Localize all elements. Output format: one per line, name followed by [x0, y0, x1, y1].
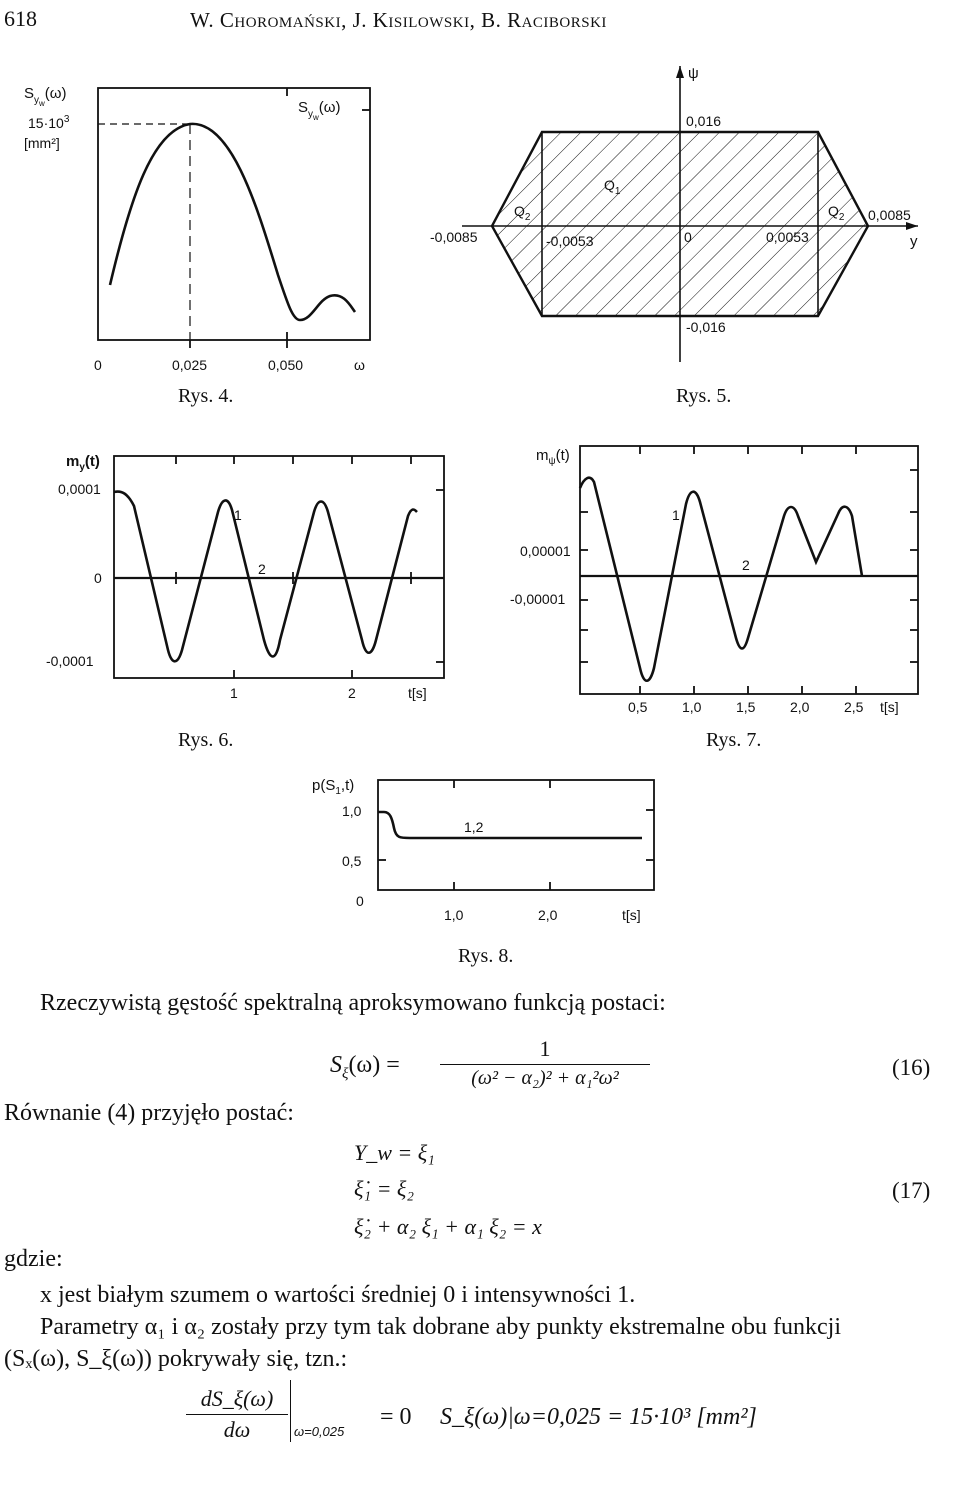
rys8-xtick-0: 1,0	[444, 907, 464, 923]
rys5-region-q2-left: $Q_2$	[514, 203, 531, 223]
rys8-frame	[378, 780, 654, 890]
rys6-ytick-2: -0,0001	[46, 653, 94, 669]
rys5-label-left-outer: -0,0085	[430, 229, 478, 245]
rys8-ytick-2: 0	[356, 893, 364, 909]
rys4-plot	[98, 88, 370, 348]
rys4-unit: [mm²]	[24, 135, 60, 151]
eq16-lhs: $S_\xi(\omega)$ =	[330, 1052, 400, 1082]
rys5-region-q2-right: $Q_2$	[828, 203, 845, 223]
paragraph-2: Równanie (4) przyjęło postać:	[4, 1100, 294, 1126]
rys6-curve-label-2: 2	[258, 561, 266, 577]
rys8-ytick-0: 1,0	[342, 803, 362, 819]
eq16-numerator: 1	[539, 1036, 551, 1061]
rys8-caption: Rys. 8.	[458, 945, 514, 967]
rys4-xtick-0: 0	[94, 357, 102, 373]
rys6-xtick-1: 2	[348, 685, 356, 701]
rys4-curve	[110, 124, 355, 320]
rys4-caption: Rys. 4.	[178, 385, 234, 407]
rys5-label-bottom: -0,016	[686, 319, 726, 335]
rys7-curve	[580, 478, 862, 681]
rys5-yaxis-label: ψ	[688, 65, 699, 82]
rys6-xtick-0: 1	[230, 685, 238, 701]
eq18-fraction	[186, 1386, 288, 1443]
rys6-ytick-0: 0,0001	[58, 481, 101, 497]
rys6-caption: Rys. 6.	[178, 729, 234, 751]
rys5-region-q1: $Q_1$	[604, 177, 621, 197]
running-header: W. Choromański, J. Kisilowski, B. Raciborski	[190, 8, 607, 32]
rys4-ylabel: $S_{yw}(\omega)$	[24, 85, 67, 108]
eq17-number: (17)	[892, 1178, 931, 1203]
rys5-caption: Rys. 5.	[676, 385, 732, 407]
gdzie-label: gdzie:	[4, 1246, 63, 1272]
rys7-xtick-2: 1,5	[736, 699, 756, 715]
paragraph-4b: (Sₓ(ω), S_ξ(ω)) pokrywały się, tzn.:	[4, 1346, 348, 1372]
rys6-curve-label-1: 1	[234, 507, 242, 523]
rys4-peak-label: $15\cdot 10^3$	[28, 114, 70, 131]
rys8-curve	[378, 812, 642, 838]
eq17-line-1: Y_w = ξ₁	[354, 1140, 435, 1165]
rys5-xaxis-label: y	[910, 233, 918, 250]
rys7-curve-label-2: 2	[742, 557, 750, 573]
paragraph-3: x jest białym szumem o wartości średniej 0 i intensywności 1.	[40, 1282, 636, 1308]
page-number: 618	[4, 6, 37, 31]
rys4-xtick-1: 0,025	[172, 357, 208, 373]
rys7-curve-label-1: 1	[672, 507, 680, 523]
rys5-label-right-inner: 0,0053	[766, 229, 809, 245]
rys4-xlabel: ω	[354, 357, 365, 373]
rys7-xtick-1: 1,0	[682, 699, 702, 715]
rys7-xtick-0: 0,5	[628, 699, 648, 715]
eq17-line-2: ξ̇₁ = ξ₂	[354, 1176, 414, 1201]
rys8-ytick-1: 0,5	[342, 853, 362, 869]
eq18-rhs: S_ξ(ω)|ω=0,025 = 15·10³ [mm²]	[440, 1404, 757, 1430]
eq18-equals-zero: = 0	[380, 1404, 412, 1430]
eq18-evaluation-bar	[290, 1380, 291, 1442]
rys6-ytick-1: 0	[94, 570, 102, 586]
rys6-plot	[114, 456, 444, 678]
rys5-label-left-inner: -0,0053	[546, 233, 594, 249]
eq16-fraction	[440, 1036, 650, 1090]
rys8-plot	[378, 780, 654, 890]
rys7-xtick-4: 2,5	[844, 699, 864, 715]
rys7-ylabel: $m_\psi(t)$	[536, 447, 570, 467]
paragraph-1: Rzeczywistą gęstość spektralną aproksymowano funkcją postaci:	[40, 990, 666, 1016]
rys5-label-top: 0,016	[686, 113, 722, 129]
rys7-ytick-1: -0,00001	[510, 591, 566, 607]
rys7-xtick-3: 2,0	[790, 699, 810, 715]
rys5-label-right-outer: 0,0085	[868, 207, 911, 223]
rys8-curve-label: 1,2	[464, 819, 484, 835]
eq18-condition: ω=0,025	[294, 1424, 345, 1439]
rys7-ytick-0: 0,00001	[520, 543, 571, 559]
rys8-xlabel: t[s]	[622, 907, 641, 923]
rys7-xlabel: t[s]	[880, 699, 899, 715]
eq16-denominator: (ω² − α₂)² + α₁²ω²	[471, 1067, 619, 1089]
rys6-ylabel: $m_y(t)$	[66, 453, 100, 473]
eq17-line-3: ξ̇₂ + α₂ ξ₁ + α₁ ξ₂ = x	[354, 1214, 542, 1239]
eq18-numerator: dS_ξ(ω)	[200, 1386, 274, 1411]
rys6-xlabel: t[s]	[408, 685, 427, 701]
rys4-curve-label: $S_{yw}(\omega)$	[298, 99, 341, 122]
rys5-label-origin: 0	[684, 229, 692, 245]
eq18-denominator: dω	[223, 1417, 251, 1442]
rys8-ylabel: $p(S_1,t)$	[312, 777, 355, 797]
eq16-number: (16)	[892, 1055, 931, 1080]
rys8-xtick-1: 2,0	[538, 907, 558, 923]
rys7-caption: Rys. 7.	[706, 729, 762, 751]
paragraph-4a: Parametry α₁ i α₂ zostały przy tym tak dobrane aby punkty ekstremalne obu funkcji	[40, 1314, 841, 1340]
rys4-xtick-2: 0,050	[268, 357, 304, 373]
rys4-frame	[98, 88, 370, 340]
